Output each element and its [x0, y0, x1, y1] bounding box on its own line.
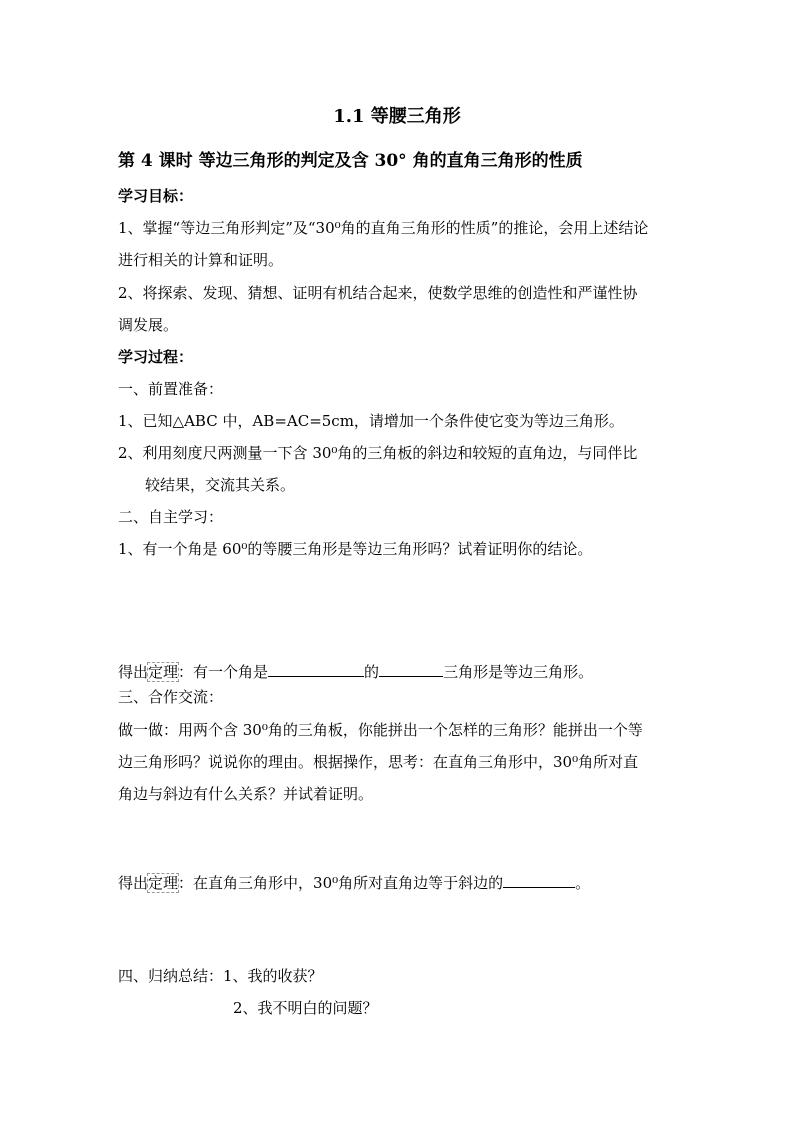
- theorem-1-prefix: 得出: [118, 663, 149, 681]
- process-heading: 学习过程：: [118, 348, 194, 366]
- prep-item-2-line-1: 2、利用刻度尺两测量一下含 30⁰角的三角板的斜边和较短的直角边，与同伴比: [118, 444, 638, 462]
- prep-item-1: 1、已知△ABC 中，AB=AC=5cm，请增加一个条件使它变为等边三角形。: [118, 412, 624, 430]
- theorem-1-part-1: ：有一个角是: [178, 663, 269, 681]
- page-title: 1.1 等腰三角形: [333, 106, 461, 127]
- theorem-2-blank[interactable]: [503, 873, 575, 888]
- goal-2-line-2: 调发展。: [118, 316, 179, 334]
- cooperation-line-2: 边三角形吗？说说你的理由。根据操作，思考：在直角三角形中，30⁰角所对直: [118, 753, 639, 771]
- goal-1-line-2: 进行相关的计算和证明。: [118, 251, 284, 269]
- theorem-2-keyword: 定理: [148, 874, 179, 892]
- summary-row: [118, 966, 323, 986]
- theorem-1-keyword: 定理: [148, 663, 179, 681]
- cooperation-line-3: 角边与斜边有什么关系？并试着证明。: [118, 785, 374, 803]
- theorem-2-prefix: 得出: [118, 874, 149, 892]
- goals-heading: 学习目标：: [118, 187, 194, 205]
- theorem-1-part-3: 三角形是等边三角形。: [443, 663, 594, 681]
- self-study-heading: 二、自主学习：: [118, 508, 224, 526]
- cooperation-line-1: 做一做：用两个含 30⁰角的三角板，你能拼出一个怎样的三角形？能拼出一个等: [118, 721, 643, 739]
- goal-2-line-1: 2、将探索、发现、猜想、证明有机结合起来，使数学思维的创造性和严谨性协: [118, 284, 638, 302]
- goal-1-line-1: 1、掌握“等边三角形判定”及“30⁰角的直角三角形的性质”的推论，会用上述结论: [118, 219, 649, 237]
- summary-item-2: 2、我不明白的问题？: [233, 999, 378, 1017]
- theorem-1-blank-1[interactable]: [268, 662, 364, 677]
- prep-heading: 一、前置准备：: [118, 380, 224, 398]
- theorem-1-blank-2[interactable]: [379, 662, 443, 677]
- theorem-2: [118, 873, 590, 893]
- summary-heading: 四、归纳总结：: [118, 967, 224, 985]
- lesson-subtitle: 第 4 课时 等边三角形的判定及含 30° 角的直角三角形的性质: [118, 151, 583, 171]
- theorem-2-part-2: 。: [575, 874, 591, 892]
- summary-item-1: 1、我的收获？: [223, 967, 323, 985]
- cooperation-heading: 三、合作交流：: [118, 688, 224, 706]
- self-study-item-1: 1、有一个角是 60⁰的等腰三角形是等边三角形吗？试着证明你的结论。: [118, 540, 593, 558]
- theorem-2-part-1: ：在直角三角形中，30⁰角所对直角边等于斜边的: [178, 874, 504, 892]
- prep-item-2-line-2: 较结果，交流其关系。: [145, 476, 296, 494]
- theorem-1: [118, 662, 593, 682]
- theorem-1-part-2: 的: [364, 663, 380, 681]
